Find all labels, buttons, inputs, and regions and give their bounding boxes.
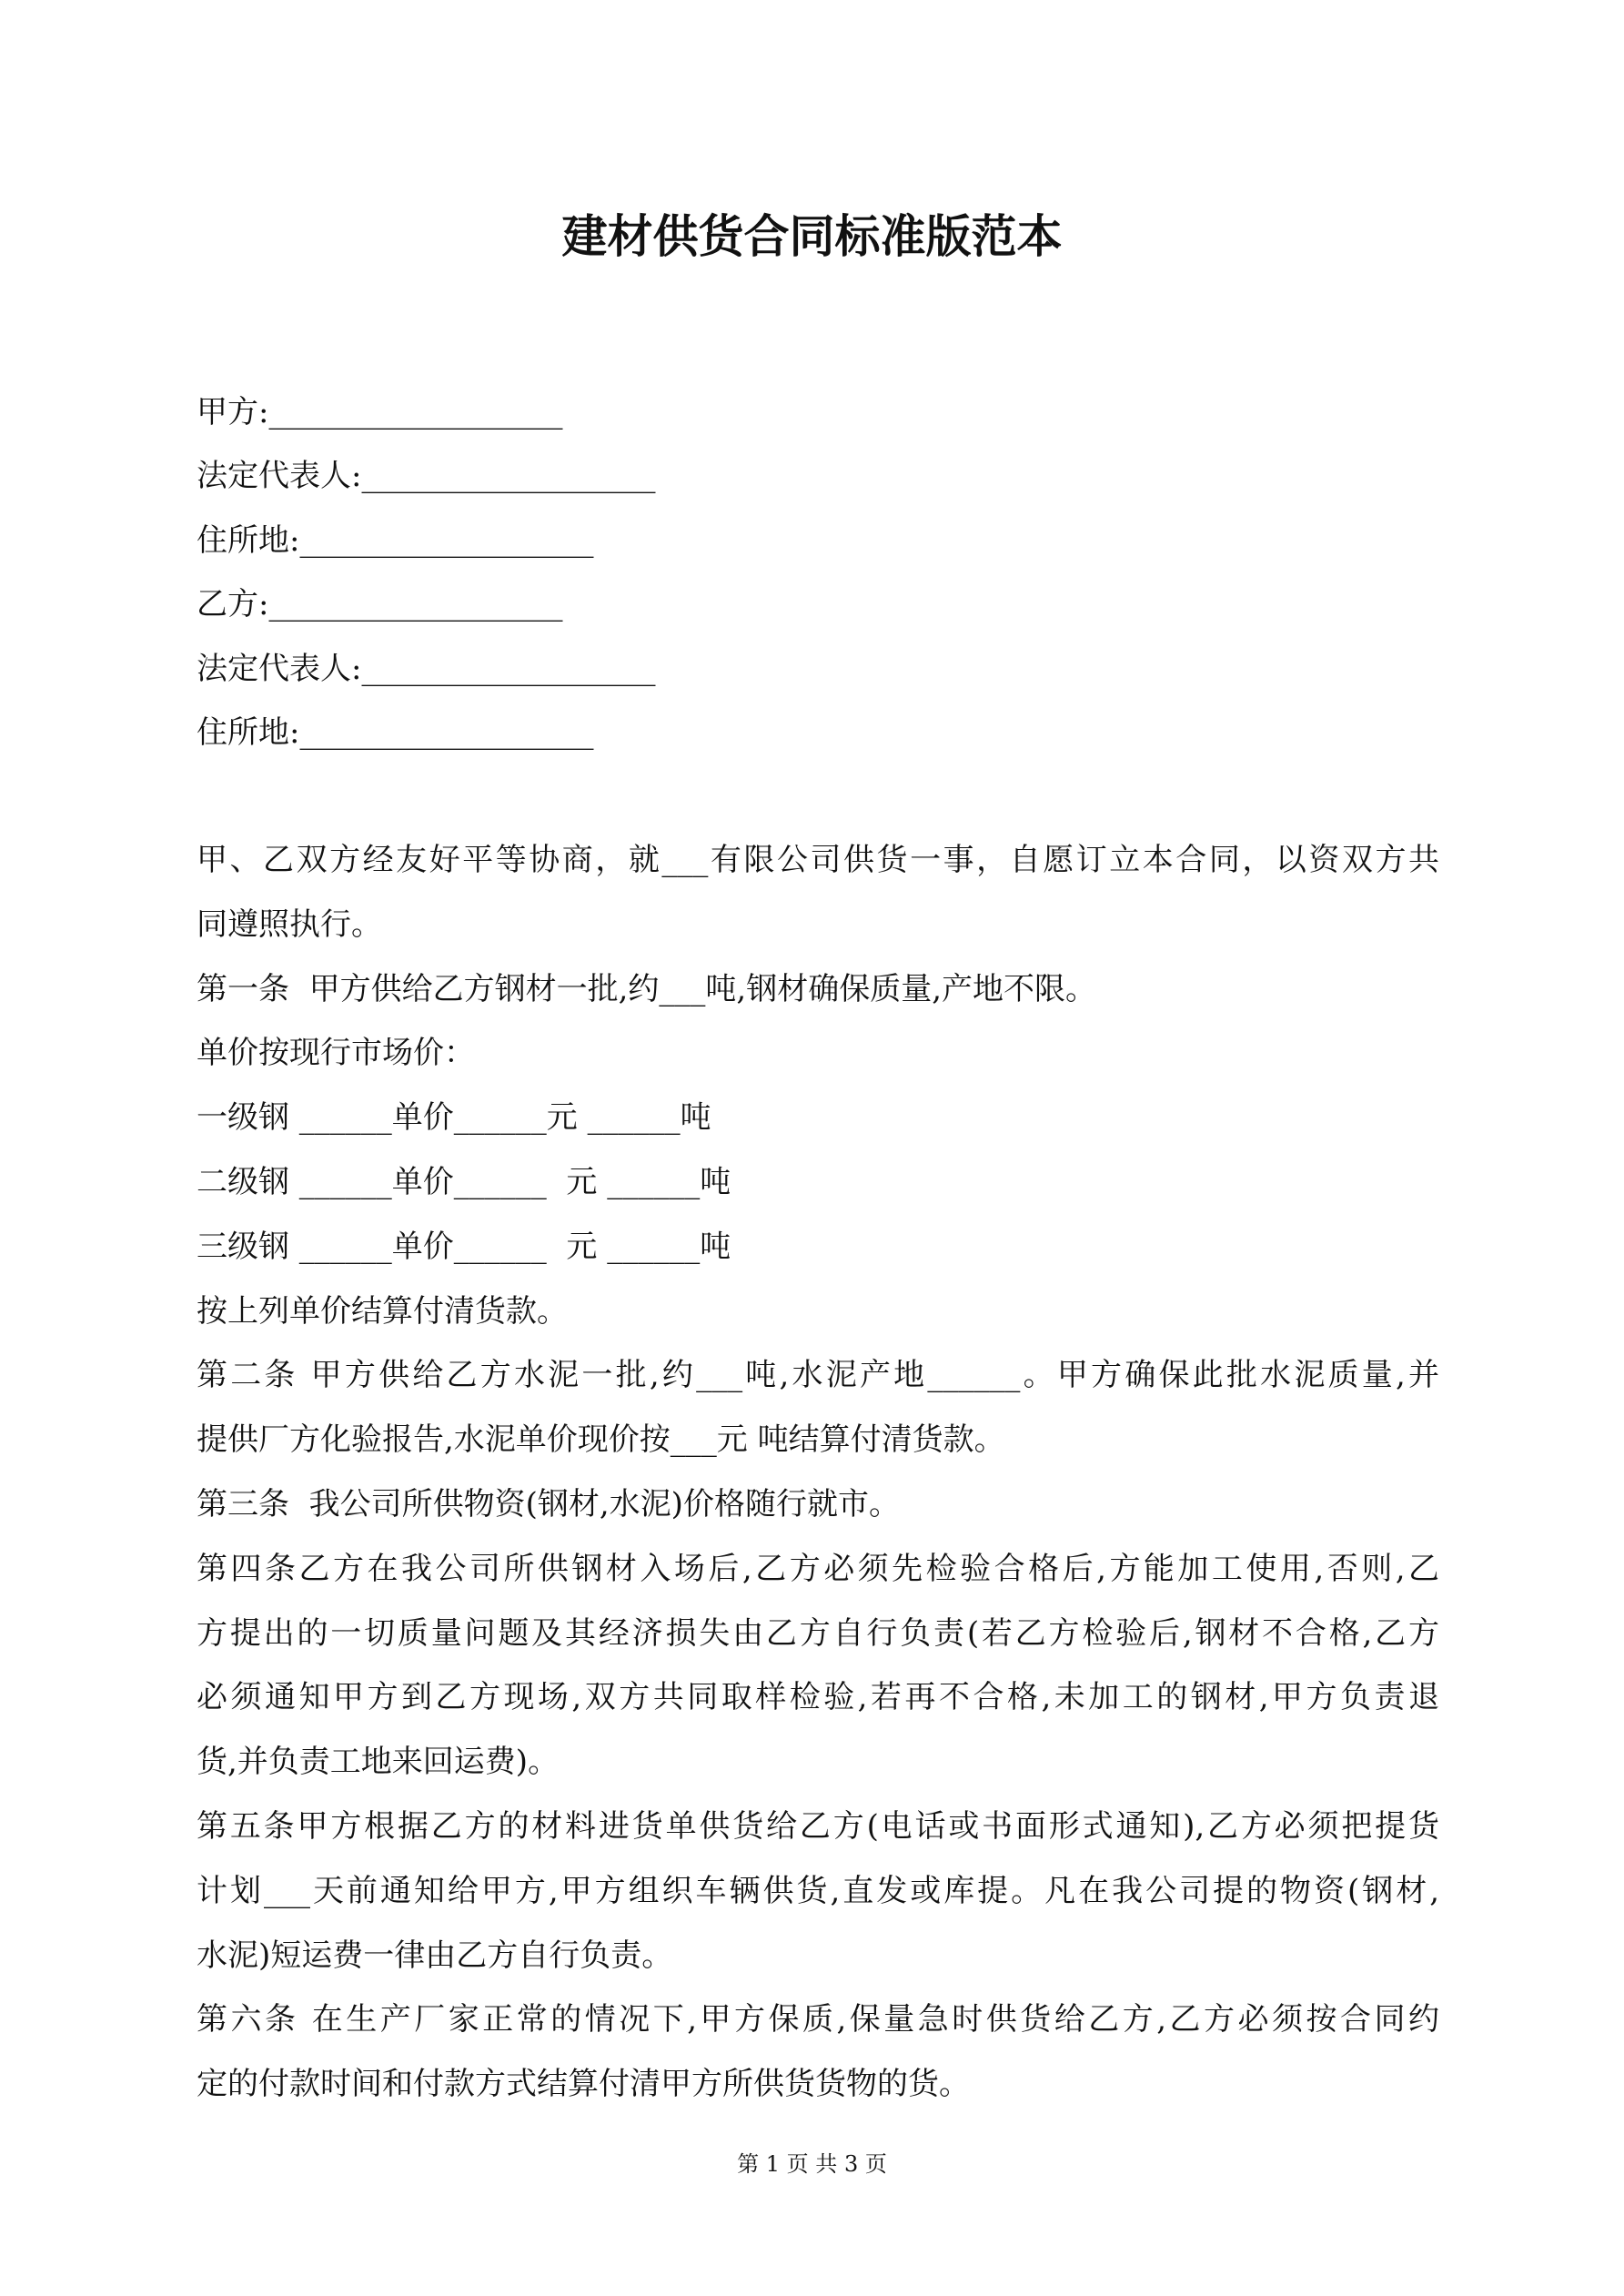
party-a-legal-rep-field: 法定代表人:___________________ — [197, 458, 656, 495]
body-text-line: 单价按现行市场价： — [197, 1035, 475, 1072]
document-title: 建材供货合同标准版范本 — [561, 209, 1063, 263]
body-text-line: 第六条 在生产厂家正常的情况下,甲方保质,保量急时供货给乙方,乙方必须按合同约 — [197, 2001, 1439, 2038]
body-text-line: 甲、乙双方经友好平等协商，就___有限公司供货一事，自愿订立本合同，以资双方共 — [197, 842, 1439, 878]
body-text-line: 方提出的一切质量问题及其经济损失由乙方自行负责(若乙方检验后,钢材不合格,乙方 — [197, 1614, 1439, 1652]
body-text-line: 第二条 甲方供给乙方水泥一批,约___吨,水泥产地______。甲方确保此批水泥质量,并 — [197, 1357, 1439, 1394]
party-a-address-field: 住所地:___________________ — [197, 521, 594, 559]
party-b-legal-rep-field: 法定代表人:___________________ — [197, 650, 656, 687]
body-text-line: 第五条甲方根据乙方的材料进货单供货给乙方(电话或书面形式通知),乙方必须把提货 — [197, 1807, 1439, 1845]
body-text-line: 一级钢 ______单价______元 ______吨 — [197, 1099, 711, 1137]
body-text-line: 定的付款时间和付款方式结算付清甲方所供货货物的货。 — [197, 2066, 970, 2103]
party-a-field: 甲方:___________________ — [197, 394, 563, 430]
page-footer: 第 1 页 共 3 页 — [737, 2151, 887, 2177]
body-text-line: 二级钢 ______单价______ 元 ______吨 — [197, 1163, 731, 1200]
body-text-line: 计划___天前通知给甲方,甲方组织车辆供货,直发或库提。凡在我公司提的物资(钢材, — [197, 1872, 1439, 1909]
party-b-address-field: 住所地:___________________ — [197, 713, 594, 751]
body-text-line: 货,并负责工地来回运费)。 — [197, 1744, 560, 1781]
body-text-line: 三级钢 ______单价______ 元 ______吨 — [197, 1228, 731, 1265]
body-text-line: 提供厂方化验报告,水泥单价现价按___元 吨结算付清货款。 — [197, 1421, 1005, 1459]
body-text-line: 按上列单价结算付清货款。 — [197, 1292, 568, 1330]
body-text-line: 必须通知甲方到乙方现场,双方共同取样检验,若再不合格,未加工的钢材,甲方负责退 — [197, 1679, 1439, 1716]
body-text-line: 第一条 甲方供给乙方钢材一批,约___吨,钢材确保质量,产地不限。 — [197, 970, 1097, 1007]
body-text-line: 第三条 我公司所供物资(钢材,水泥)价格随行就市。 — [197, 1485, 900, 1522]
party-info-block — [197, 380, 655, 764]
body-text-line: 同遵照执行。 — [197, 905, 382, 943]
party-b-field: 乙方:___________________ — [197, 586, 563, 623]
body-text-line: 水泥)短运费一律由乙方自行负责。 — [197, 1937, 673, 1974]
contract-body — [197, 828, 1439, 2117]
body-text-line: 第四条乙方在我公司所供钢材入场后,乙方必须先检验合格后,方能加工使用,否则,乙 — [197, 1550, 1439, 1587]
